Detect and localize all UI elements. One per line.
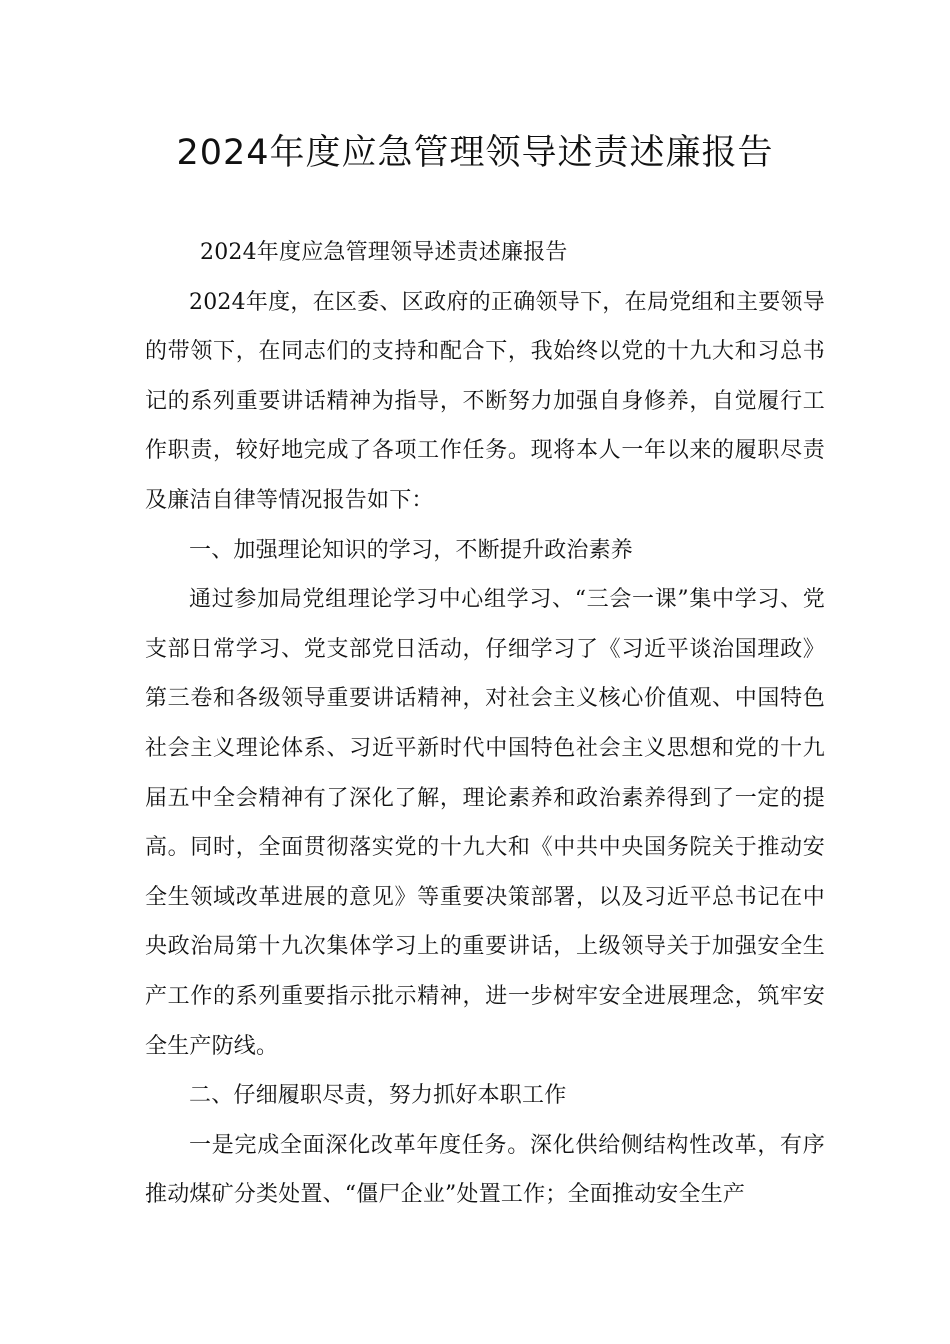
- section-heading-1: 一、加强理论知识的学习，不断提升政治素养: [189, 537, 634, 563]
- section-2-paragraph: 一是完成全面深化改革年度任务。深化供给侧结构性改革，有序推动煤矿分类处置、“僵尸企业”处置工作；全面推动安全生产: [145, 1132, 825, 1208]
- document-title: 2024年度应急管理领导述责述廉报告: [176, 133, 774, 173]
- document-body: [145, 228, 825, 1220]
- section-heading-2: 二、仔细履职尽责，努力抓好本职工作: [189, 1083, 567, 1109]
- document-subtitle: 2024年度应急管理领导述责述廉报告: [200, 240, 568, 265]
- section-1-paragraph: 通过参加局党组理论学习中心组学习、“三会一课”集中学习、党支部日常学习、党支部党日活动，仔细学习了《习近平谈治国理政》第三卷和各级领导重要讲话精神，对社会主义核心价值观、中国特色社会主义理论体系、习近平新时代中国特色社会主义思想和党的十九届五中全会精神有了深化了解，理论素养和政治素养得到了一定的提高。同时，全面贯彻落实党的十九大和《中共中央国务院关于推动安全生领域改革进展的意见》等重要决策部署，以及习近平总书记在中央政治局第十九次集体学习上的重要讲话，上级领导关于加强安全生产工作的系列重要指示批示精神，进一步树牢安全进展理念，筑牢安全生产防线。: [145, 587, 825, 1059]
- intro-paragraph: 2024年度，在区委、区政府的正确领导下，在局党组和主要领导的带领下，在同志们的支持和配合下，我始终以党的十九大和习总书记的系列重要讲话精神为指导，不断努力加强自身修养，自觉履行工作职责，较好地完成了各项工作任务。现将本人一年以来的履职尽责及廉洁自律等情况报告如下：: [145, 289, 825, 513]
